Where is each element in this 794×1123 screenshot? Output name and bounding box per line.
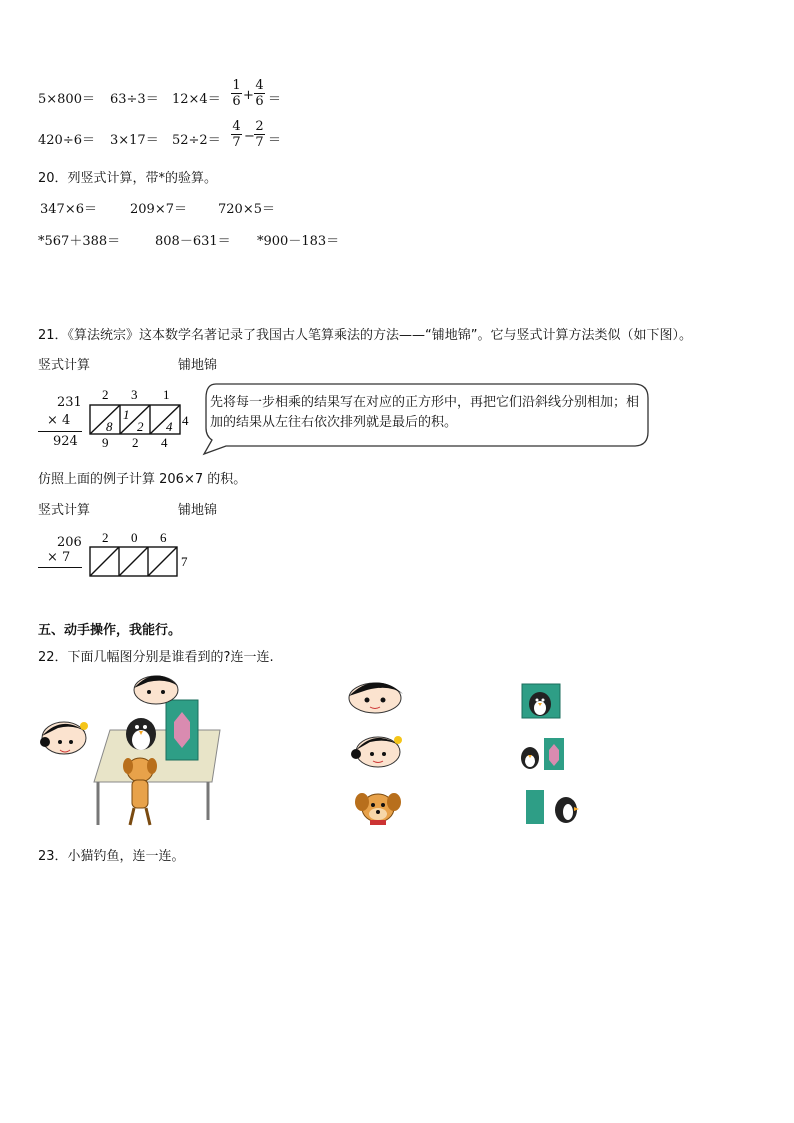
- grid-diagonal: [119, 547, 148, 576]
- vertical-rule: [38, 431, 82, 432]
- grid-cell-digit: 2: [137, 419, 144, 434]
- pudijin-task-grid: [86, 528, 196, 580]
- expr-347x6: 347×6＝: [40, 202, 97, 217]
- boy-head-icon[interactable]: [345, 676, 409, 716]
- expr-209x7: 209×7＝: [130, 202, 187, 217]
- denominator: 7: [255, 135, 264, 150]
- grid-diagonal: [148, 547, 177, 576]
- grid-top-digit: 3: [131, 387, 138, 402]
- denominator: 7: [232, 135, 241, 150]
- expr-567plus388: *567＋388＝: [38, 234, 121, 249]
- fraction-4-7: [231, 119, 242, 150]
- grid-top-digit: 1: [163, 387, 170, 402]
- label-vertical-calc-2: 竖式计算: [38, 503, 91, 518]
- grid-side-digit: 4: [182, 413, 189, 428]
- pudijin-example-grid: [86, 385, 196, 451]
- equals-sign: ＝: [268, 133, 282, 148]
- expr-52div2: 52÷2＝: [172, 133, 221, 148]
- grid-diagonal: [90, 405, 120, 434]
- label-pudijin-2: 铺地锦: [178, 503, 218, 518]
- fraction-4-6: [254, 78, 265, 109]
- question-21-title: 21．《算法统宗》这本数学名著记录了我国古人笔算乘法的方法——“铺地锦”。它与竖式计算方法类似（如下图）。: [38, 328, 693, 343]
- vertical-rule-2: [38, 567, 82, 568]
- view-penguin-left-box-right[interactable]: [518, 736, 568, 772]
- grid-top-digit: 0: [131, 530, 138, 545]
- grid-diagonal: [90, 547, 119, 576]
- label-vertical-calc: 竖式计算: [38, 358, 91, 373]
- expr-900minus183: *900－183＝: [257, 234, 340, 249]
- girl-head-icon[interactable]: [348, 730, 404, 770]
- numerator: 4: [255, 78, 264, 93]
- boy-head-icon: [134, 675, 178, 704]
- view-penguin-front-of-box[interactable]: [520, 682, 562, 720]
- fraction-1-6: [231, 78, 242, 109]
- bubble-text: 先将每一步相乘的结果写在对应的正方形中，再把它们沿斜线分别相加；相加的结果从左往右依次排列就是最后的积。: [210, 395, 640, 430]
- question-23-title: 23．小猫钓鱼，连一连。: [38, 849, 185, 864]
- girl-head-icon: [40, 722, 88, 754]
- grid-top-digit: 6: [160, 530, 167, 545]
- section-5-title: 五、动手操作，我能行。: [38, 623, 182, 638]
- plus-sign: +: [243, 88, 254, 103]
- vertical-result: 924: [53, 434, 78, 449]
- grid-top-digit: 2: [102, 530, 109, 545]
- expr-3x17: 3×17＝: [110, 133, 159, 148]
- vertical-multiplier-2: × 7: [47, 550, 71, 565]
- denominator: 6: [255, 94, 264, 109]
- fraction-2-7: [254, 119, 265, 150]
- vertical-top-number: 231: [57, 395, 82, 410]
- grid-bottom-digit: 2: [132, 435, 139, 450]
- grid-bottom-digit: 4: [161, 435, 168, 450]
- grid-cell-digit: 4: [166, 419, 173, 434]
- expr-720x5: 720×5＝: [218, 202, 275, 217]
- expr-808minus631: 808－631＝: [155, 234, 231, 249]
- numerator: 4: [232, 119, 241, 134]
- vertical-top-number-2: 206: [57, 535, 82, 550]
- table-top-icon: [94, 730, 220, 782]
- view-box-left-penguin-right[interactable]: [522, 788, 582, 828]
- question-22-title: 22．下面几幅图分别是谁看到的?连一连.: [38, 650, 274, 665]
- grid-cell-digit: 1: [123, 407, 130, 422]
- numerator: 1: [232, 78, 241, 93]
- expr-5x800: 5×800＝: [38, 92, 95, 107]
- grid-cell-digit: 8: [106, 419, 113, 434]
- equals-sign: ＝: [268, 92, 282, 107]
- grid-bottom-digit: 9: [102, 435, 109, 450]
- numerator: 2: [255, 119, 264, 134]
- expr-63div3: 63÷3＝: [110, 92, 159, 107]
- expr-12x4: 12×4＝: [172, 92, 221, 107]
- grid-top-digit: 2: [102, 387, 109, 402]
- dog-icon: [123, 758, 157, 825]
- grid-side-digit: 7: [181, 554, 188, 569]
- denominator: 6: [232, 94, 241, 109]
- task-206x7: 仿照上面的例子计算 206×7 的积。: [38, 472, 247, 487]
- question-20-title: 20．列竖式计算，带*的验算。: [38, 171, 218, 186]
- minus-sign: −: [244, 129, 255, 144]
- penguin-icon: [126, 718, 156, 750]
- dog-head-icon[interactable]: [352, 788, 404, 828]
- vertical-multiplier: × 4: [47, 413, 71, 428]
- scene-illustration: [36, 670, 226, 830]
- expr-420div6: 420÷6＝: [38, 133, 95, 148]
- label-pudijin: 铺地锦: [178, 358, 218, 373]
- grid-diagonal: [150, 405, 180, 434]
